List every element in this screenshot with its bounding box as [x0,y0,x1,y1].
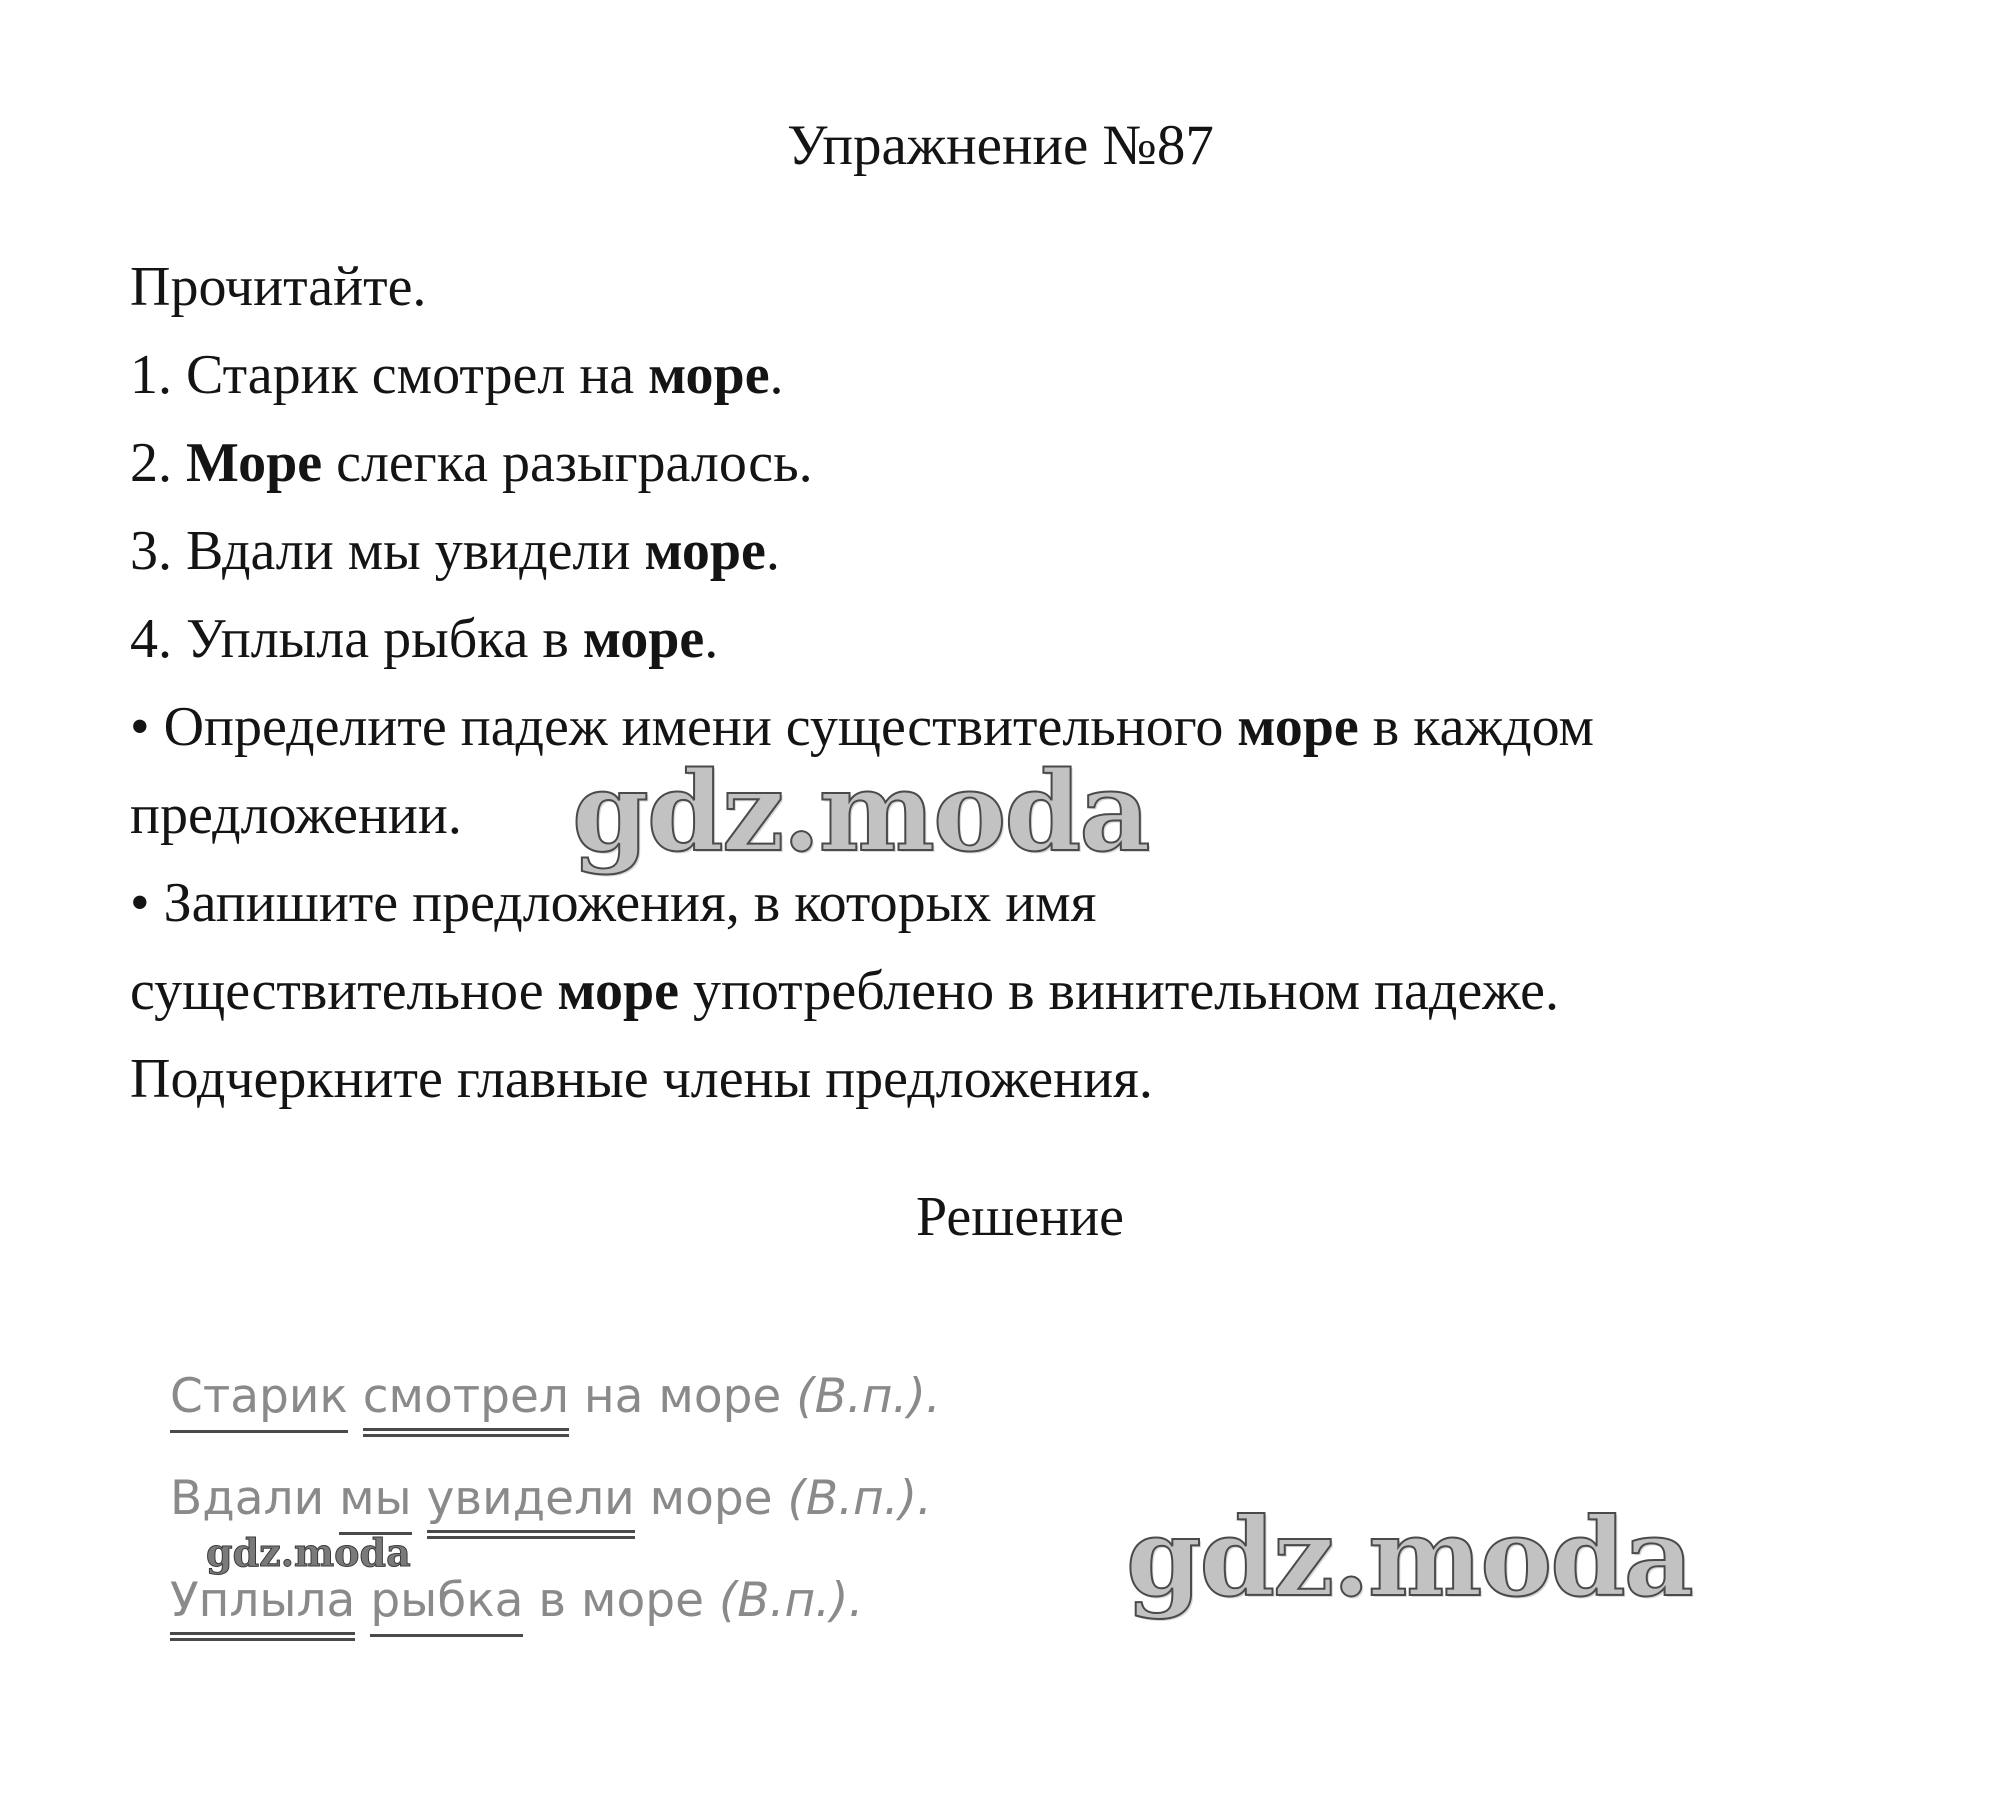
answer-sentence [170,1572,863,1630]
task-text: 2. [130,432,186,494]
subject-word: мы [339,1471,412,1535]
task-text: . [769,344,784,406]
task-text: существительное [130,960,558,1022]
answer-text [412,1471,427,1526]
task-text: в каждом [1358,696,1594,758]
task-text: 4. Уплыла рыбка в [130,608,583,670]
task-text: . [765,520,780,582]
answer-text: море [634,1471,788,1526]
task-text: предложении. [130,784,462,846]
case-note: (В.п.). [796,1369,941,1424]
answer-sentence [170,1368,941,1426]
task-text: употреблено в винительном падеже. [678,960,1559,1022]
emphasized-word: море [557,960,679,1022]
task-text: Подчеркните главные члены предложения. [130,1048,1153,1110]
task-text: Прочитайте. [130,256,427,318]
predicate-word: увидели [427,1471,635,1539]
task-text: 1. Старик смотрел на [130,344,649,406]
answer-text: Вдали [170,1471,340,1526]
emphasized-word: море [1237,696,1359,758]
task-line [130,870,1096,936]
answer-sentence [170,1470,932,1528]
answer-text: в море [523,1573,719,1628]
exercise-title: Упражнение №87 [787,114,1214,177]
predicate-word: смотрел [363,1369,569,1437]
task-line [130,606,718,672]
watermark-logo: gdz.moda [572,747,1149,876]
watermark-logo-small: gdz.moda [206,1530,411,1575]
solution-heading: Решение [915,1186,1125,1248]
emphasized-word: море [582,608,705,670]
task-line [130,958,1559,1024]
case-note: (В.п.). [718,1573,864,1628]
task-line [130,782,462,848]
subject-word: Старик [170,1369,348,1433]
answer-text: на море [568,1369,797,1424]
task-line [130,254,426,320]
subject-word: рыбка [370,1573,523,1637]
predicate-word: Уплыла [170,1573,355,1641]
watermark-logo: gdz.moda [1126,1495,1692,1621]
task-text: . [704,608,719,670]
task-line [130,342,784,408]
emphasized-word: море [648,344,770,406]
task-line [130,430,813,496]
emphasized-word: море [644,520,766,582]
emphasized-word: Море [186,432,323,494]
task-text: слегка разыгралось. [322,432,813,494]
task-text: • Определите падеж имени существительного [130,696,1238,758]
task-text: 3. Вдали мы увидели [130,520,645,582]
answer-text [355,1573,370,1628]
answer-text [348,1369,363,1424]
task-line [130,518,780,584]
task-text: • Запишите предложения, в которых имя [130,872,1097,934]
task-line [130,1046,1153,1112]
case-note: (В.п.). [787,1471,932,1526]
